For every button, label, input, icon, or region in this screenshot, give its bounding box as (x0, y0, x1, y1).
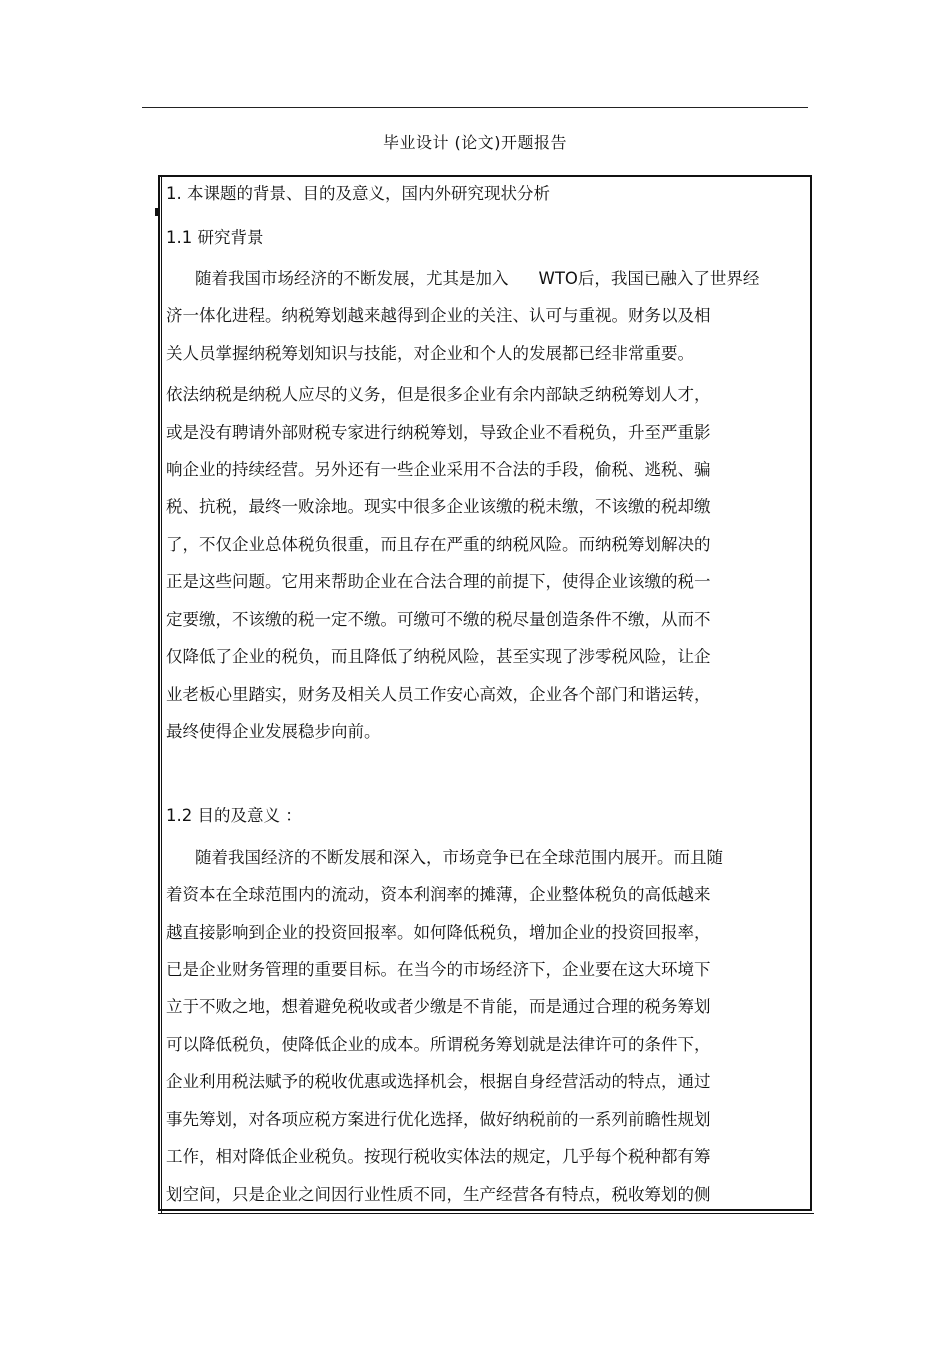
section-heading: 1. 本课题的背景、目的及意义，国内外研究现状分析 (166, 184, 550, 203)
paragraph-line: 划空间，只是企业之间因行业性质不同，生产经营各有特点，税收筹划的侧 (166, 1185, 711, 1204)
paragraph-line: 响企业的持续经营。另外还有一些企业采用不合法的手段，偷税、逃税、骗 (166, 460, 711, 479)
paragraph-line: 已是企业财务管理的重要目标。在当今的市场经济下，企业要在这大环境下 (166, 960, 711, 979)
paragraph-line: 立于不败之地，想着避免税收或者少缴是不肯能，而是通过合理的税务筹划 (166, 997, 711, 1016)
frame-margin-mark (155, 208, 158, 216)
paragraph-line: 关人员掌握纳税筹划知识与技能，对企业和个人的发展都已经非常重要。 (166, 344, 694, 363)
subsection-heading-background: 1.1 研究背景 (166, 228, 264, 247)
paragraph-line: 随着我国经济的不断发展和深入，市场竞争已在全球范围内展开。而且随 (195, 848, 723, 867)
frame-double-line-left (161, 175, 162, 1213)
paragraph-line: 税、抗税，最终一败涂地。现实中很多企业该缴的税未缴，不该缴的税却缴 (166, 497, 711, 516)
header-rule (142, 107, 808, 108)
paragraph-line: 济一体化进程。纳税筹划越来越得到企业的关注、认可与重视。财务以及相 (166, 306, 711, 325)
paragraph-line: 定要缴，不该缴的税一定不缴。可缴可不缴的税尽量创造条件不缴，从而不 (166, 610, 711, 629)
document-title: 毕业设计 (论文)开题报告 (382, 133, 568, 152)
subsection-heading-purpose: 1.2 目的及意义 ： (166, 806, 302, 825)
paragraph-line: 工作，相对降低企业税负。按现行税收实体法的规定，几乎每个税种都有筹 (166, 1147, 711, 1166)
paragraph-line: 了，不仅企业总体税负很重，而且存在严重的纳税风险。而纳税筹划解决的 (166, 535, 711, 554)
paragraph-line: 越直接影响到企业的投资回报率。如何降低税负，增加企业的投资回报率， (166, 923, 711, 942)
paragraph-line: 可以降低税负，使降低企业的成本。所谓税务筹划就是法律许可的条件下， (166, 1035, 711, 1054)
frame-double-line-bottom (158, 1213, 814, 1214)
paragraph-line: 最终使得企业发展稳步向前。 (166, 722, 381, 741)
paragraph-line: 仅降低了企业的税负，而且降低了纳税风险，甚至实现了涉零税风险，让企 (166, 647, 711, 666)
paragraph-line: 着资本在全球范围内的流动，资本利润率的摊薄，企业整体税负的高低越来 (166, 885, 711, 904)
paragraph-line: 依法纳税是纳税人应尽的义务，但是很多企业有余内部缺乏纳税筹划人才， (166, 385, 711, 404)
paragraph-line: 或是没有聘请外部财税专家进行纳税筹划，导致企业不看税负，升至严重影 (166, 423, 711, 442)
paragraph-line: 事先筹划，对各项应税方案进行优化选择，做好纳税前的一系列前瞻性规划 (166, 1110, 711, 1129)
paragraph-line: 正是这些问题。它用来帮助企业在合法合理的前提下，使得企业该缴的税一 (166, 572, 711, 591)
paragraph-line: 业老板心里踏实，财务及相关人员工作安心高效，企业各个部门和谐运转， (166, 685, 711, 704)
paragraph-line: 企业利用税法赋予的税收优惠或选择机会，根据自身经营活动的特点，通过 (166, 1072, 711, 1091)
paragraph-line: 随着我国市场经济的不断发展，尤其是加入 WTO后，我国已融入了世界经 (195, 269, 760, 288)
